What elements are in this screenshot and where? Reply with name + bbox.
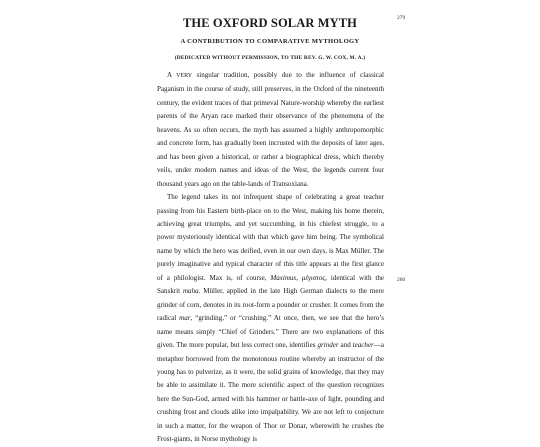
- margin-page-number: 280: [397, 277, 406, 283]
- page-subtitle: A CONTRIBUTION TO COMPARATIVE MYTHOLOGY: [180, 38, 360, 45]
- paragraph-1-initial: A: [167, 71, 172, 79]
- term-greek: μέγιστος: [301, 273, 326, 282]
- paragraph-1: [157, 69, 384, 191]
- paragraph-2-text-6: and: [338, 341, 353, 350]
- page-number-top: 279: [397, 15, 406, 21]
- paragraph-2-text-2: ,: [296, 273, 302, 282]
- term-maha: maha.: [182, 287, 201, 296]
- term-grinder: grinder: [317, 341, 339, 350]
- term-mar: mar: [179, 314, 191, 323]
- paragraph-2-text-7: —a metaphor borrowed from the monotonous routine whereby an instructor of the young has to pulverize, as it were, the solid grains of knowledge, that they may be able to assimilate it. The more scientific aspect of the question recognizes here the Sun-God, armed with his hammer or battle-axe of light, pounding and crushing frost and clouds alike into impalpability. We are not left to conjecture in such a matter, for the weapon of Thor or Donar, wherewith he crushes the Frost-giants, in Norse mythology is: [157, 341, 384, 444]
- paragraph-1-smallcaps: VERY: [176, 73, 193, 79]
- paragraph-2-text-4: Müller, applied in the late High German dialects to the mere grinder of corn, denotes in its root-form a pounder or crusher. It comes from the radical: [157, 287, 384, 323]
- paragraph-2-text-3: , identical with the Sanskrit: [157, 273, 384, 296]
- paragraph-2-text-1: The legend takes its not infrequent shape of celebrating a great teacher passing from his Eastern birth-place on to the West, making his home therein, achieving great triumphs, and yet succumbing, in his chiefest struggle, to a power mysteriously identical with that which gave him being. The symbolical name by which the hero was deified, even in our own days, is Max Müller. The purely imaginative and typical character of this title appears at the first glance of a philologist. Max is, of course,: [157, 193, 384, 282]
- body-text: [157, 69, 384, 447]
- paragraph-2: [157, 191, 384, 447]
- paragraph-1-text: singular tradition, possibly due to the influence of classical Paganism in the course of study, still preserves, in the Oxford of the nineteenth century, the evident traces of that primeval Nature-worship whereby the earliest parents of the Aryan race marked their observance of the phenomena of the heavens. As so often occurs, the myth has assumed a highly anthropomorphic and concrete form, has gradually been incrusted with the deposits of later ages, and has been given a historical, or rather a biographical dress, which thereby veils, under modern names and ideas of the West, the legends current four thousand years ago on the table-lands of Transoxiana.: [157, 71, 384, 188]
- page-title: THE OXFORD SOLAR MYTH: [183, 16, 357, 30]
- paragraph-2-text-5: , “grinding,” or “crushing.” At once, then, we see that the hero’s name means simply “Chief of Grinders.” There are two explanations of this given. The more popular, but less correct one, identifies: [157, 314, 384, 350]
- dedication-line: (DEDICATED WITHOUT PERMISSION, TO THE REV. G. W. COX, M. A.): [174, 55, 366, 61]
- term-teacher: teacher: [352, 341, 374, 350]
- term-maximus: Maximus: [270, 273, 297, 282]
